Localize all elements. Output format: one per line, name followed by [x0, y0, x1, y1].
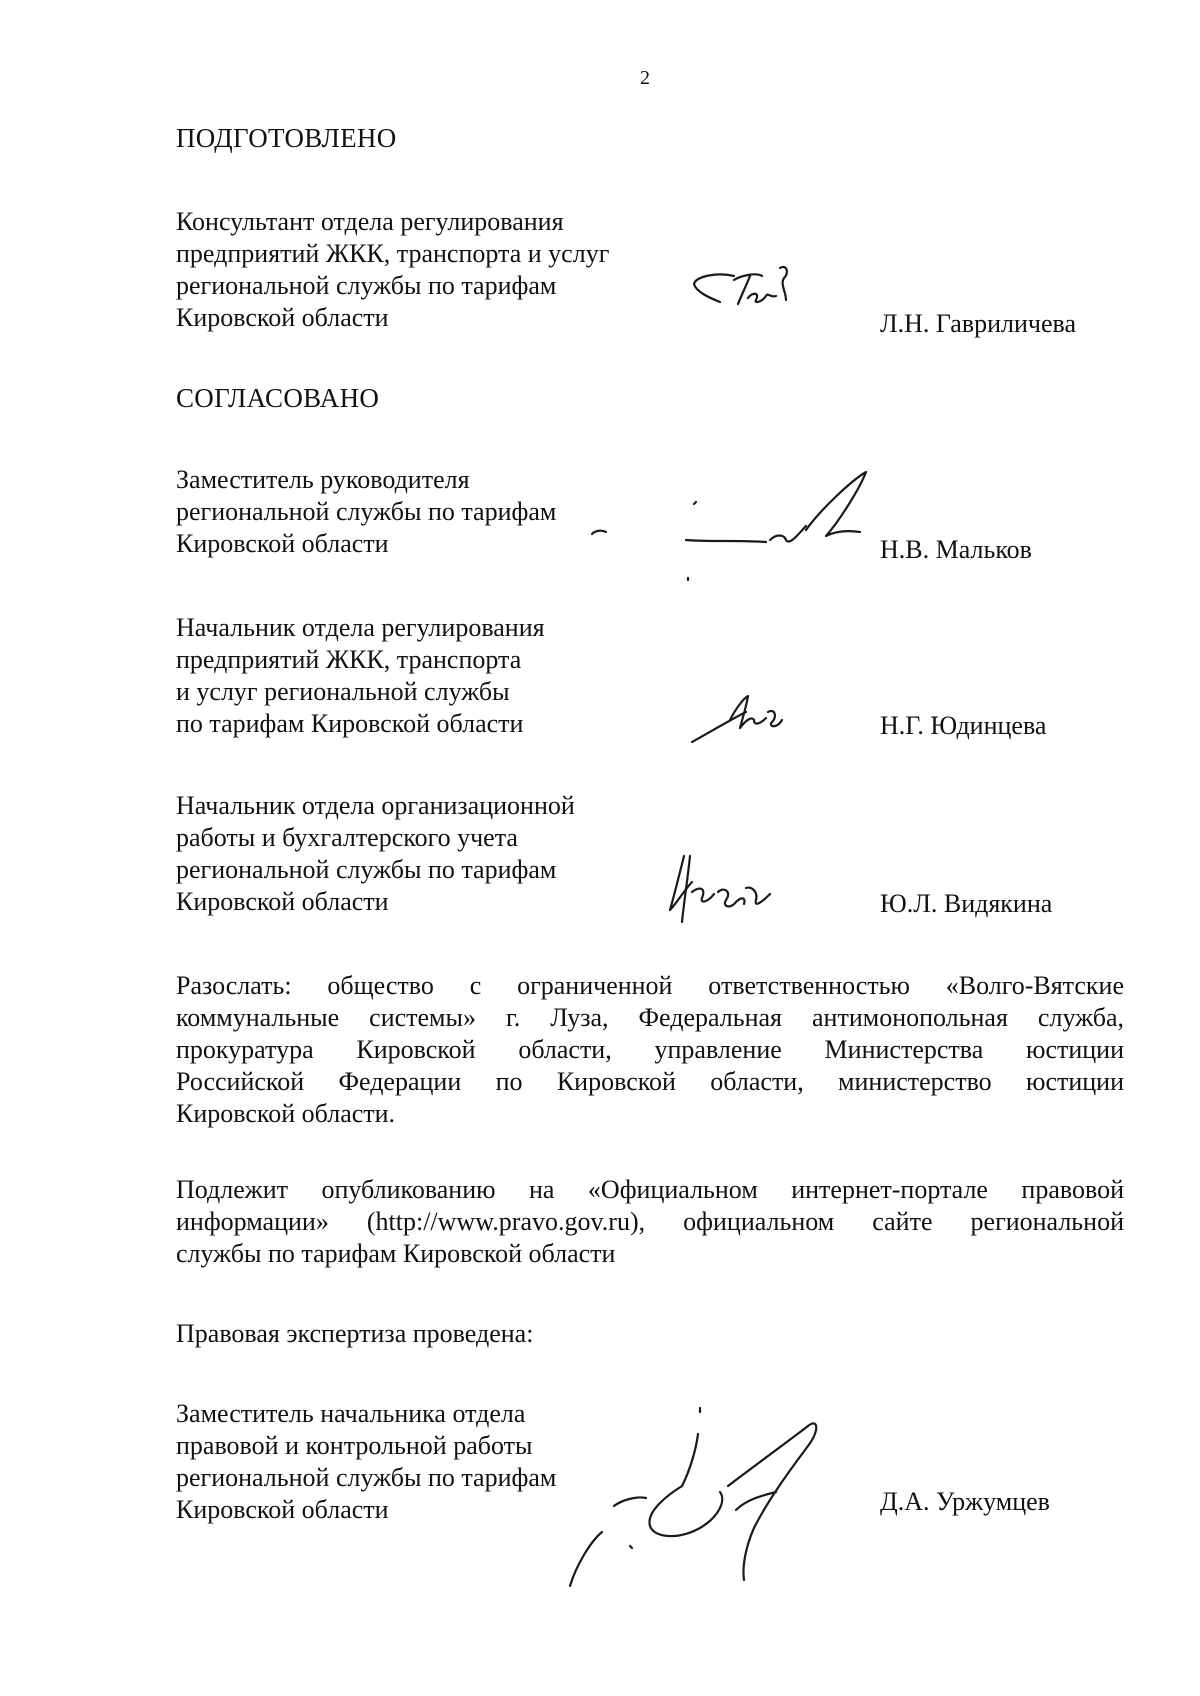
- position-line: Кировской области: [176, 529, 389, 558]
- agreed-signer-3-position: [176, 790, 696, 918]
- position-line: правовой и контрольной работы: [176, 1431, 533, 1460]
- paragraph-line: службы по тарифам Кировской области: [176, 1239, 616, 1268]
- position-line: предприятий ЖКК, транспорта: [176, 645, 522, 674]
- signature-urzhumtsev: [550, 1400, 890, 1590]
- paragraph-line: Кировской области.: [176, 1099, 396, 1128]
- position-line: региональной службы по тарифам: [176, 855, 557, 884]
- paragraph-line: коммунальные системы» г. Луза, Федеральная антимонопольная служба,: [176, 1003, 1124, 1032]
- agreed-signer-2-name: Н.Г. Юдинцева: [880, 711, 1047, 740]
- distribution-paragraph: [176, 970, 1124, 1130]
- prepared-signer-name: Л.Н. Гавриличева: [880, 309, 1077, 338]
- paragraph-line: Российской Федерации по Кировской области, министерство юстиции: [176, 1067, 1124, 1096]
- paragraph-line: прокуратура Кировской области, управление Министерства юстиции: [176, 1035, 1124, 1064]
- position-line: работы и бухгалтерского учета: [176, 823, 518, 852]
- signature-vidyakina: [666, 852, 786, 942]
- position-line: Кировской области: [176, 1495, 389, 1524]
- position-line: и услуг региональной службы: [176, 677, 510, 706]
- position-line: региональной службы по тарифам: [176, 271, 557, 300]
- prepared-heading: ПОДГОТОВЛЕНО: [176, 123, 397, 153]
- position-line: предприятий ЖКК, транспорта и услуг: [176, 239, 610, 268]
- position-line: региональной службы по тарифам: [176, 497, 557, 526]
- publication-paragraph: [176, 1174, 1124, 1270]
- position-line: Кировской области: [176, 887, 389, 916]
- agreed-signer-1-name: Н.В. Мальков: [880, 535, 1032, 564]
- paragraph-line: Подлежит опубликованию на «Официальном интернет-портале правовой: [176, 1175, 1124, 1204]
- position-line: Начальник отдела организационной: [176, 791, 575, 820]
- signature-malkov: [590, 470, 920, 580]
- legal-review-heading: Правовая экспертиза проведена:: [176, 1319, 534, 1348]
- agreed-signer-3-name: Ю.Л. Видякина: [880, 889, 1053, 918]
- signature-gavrilicheva: [690, 262, 810, 332]
- position-line: Консультант отдела регулирования: [176, 207, 564, 236]
- agreed-heading: СОГЛАСОВАНО: [176, 383, 380, 413]
- position-line: региональной службы по тарифам: [176, 1463, 557, 1492]
- position-line: Заместитель начальника отдела: [176, 1399, 526, 1428]
- legal-review-signer-name: Д.А. Уржумцев: [880, 1487, 1050, 1516]
- position-line: Заместитель руководителя: [176, 465, 470, 494]
- prepared-signer-position: [176, 206, 696, 334]
- page-number: 2: [640, 67, 650, 89]
- position-line: по тарифам Кировской области: [176, 709, 524, 738]
- agreed-signer-2-position: [176, 612, 696, 740]
- paragraph-line: Разослать: общество с ограниченной ответственностью «Волго-Вятские: [176, 971, 1124, 1000]
- paragraph-line: информации» (http://www.pravo.gov.ru), официальном сайте региональной: [176, 1207, 1124, 1236]
- signature-yudintseva: [690, 690, 800, 760]
- position-line: Кировской области: [176, 303, 389, 332]
- position-line: Начальник отдела регулирования: [176, 613, 545, 642]
